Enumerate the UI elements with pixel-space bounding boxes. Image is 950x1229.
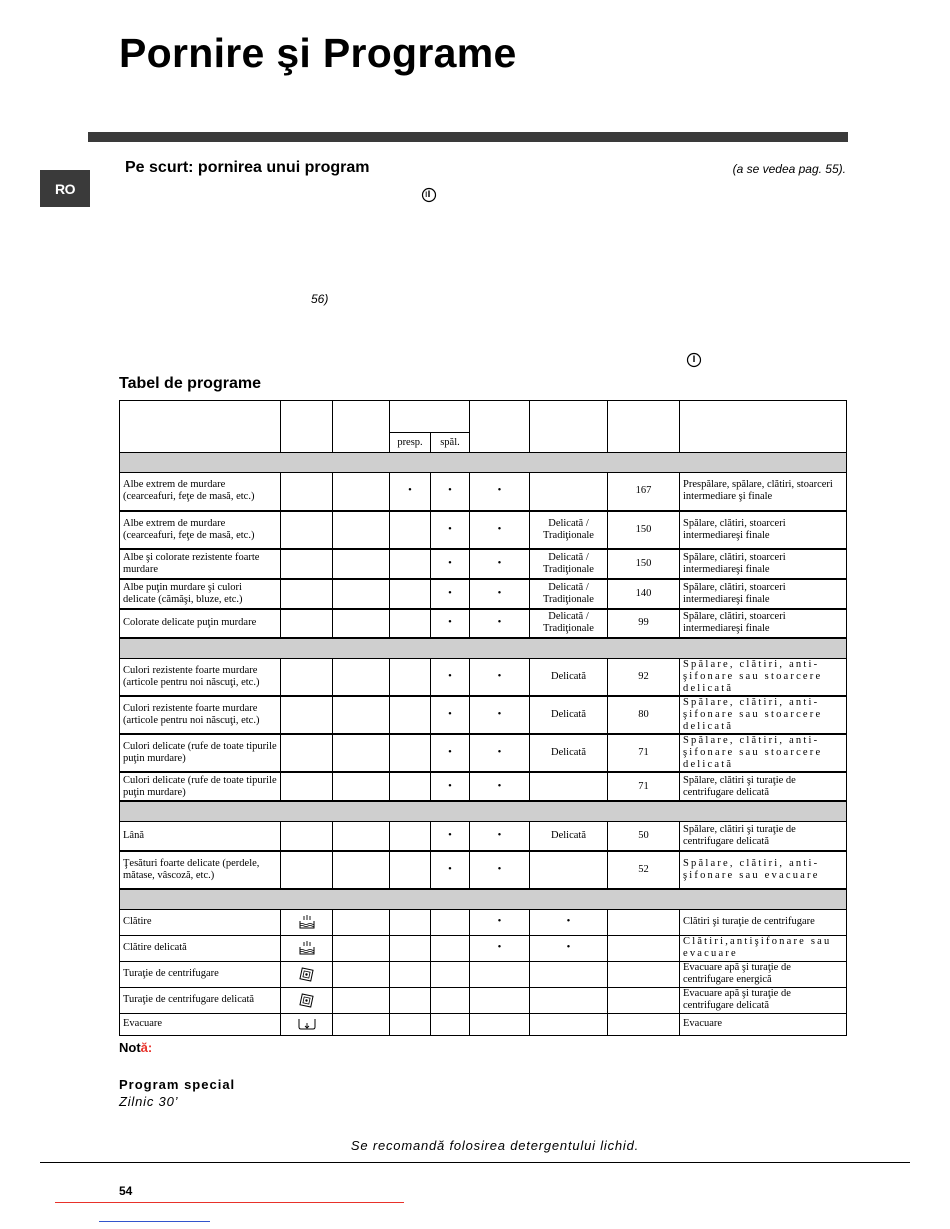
blank-cell [333, 935, 390, 961]
blank-cell [333, 658, 390, 696]
program-description: Turaţie de centrifugare [120, 961, 281, 987]
mark-cell [470, 961, 530, 987]
rinse-icon [284, 915, 329, 930]
table-row [120, 511, 847, 549]
value-cell: 80 [608, 696, 680, 734]
table-group-band [120, 801, 847, 822]
value-cell: 50 [608, 822, 680, 851]
quick-start-heading: Pe scurt: pornirea unui program [125, 159, 370, 176]
wash-mark: • [431, 579, 470, 609]
prewash-mark: • [390, 473, 431, 511]
option-cell [530, 961, 608, 987]
wash-mark: • [431, 851, 470, 889]
page-number: 54 [119, 1184, 133, 1198]
wash-phases: Spălare, clătiri şi turaţie de centrifugare delicată [680, 822, 847, 851]
program-icon-cell [281, 961, 333, 987]
table-row [120, 987, 847, 1013]
wash-phases: Spălare, clătiri, stoarceri intermediareşi finale [680, 549, 847, 579]
wash-mark: • [431, 549, 470, 579]
program-icon-cell [281, 909, 333, 935]
page-title: Pornire şi Programe [119, 30, 517, 76]
footer-red-rule [55, 1202, 404, 1203]
option-cell: Delicată [530, 822, 608, 851]
program-description: Albe extrem de murdare (cearceafuri, feţe de masă, etc.) [120, 473, 281, 511]
wash-phases: Evacuare apă şi turaţie de centrifugare delicată [680, 987, 847, 1013]
prewash-mark [390, 935, 431, 961]
header-cell [390, 401, 470, 433]
blank-cell [333, 549, 390, 579]
prewash-mark [390, 822, 431, 851]
blank-cell [333, 734, 390, 772]
mark-cell: • [470, 851, 530, 889]
footer-divider [40, 1162, 910, 1163]
wash-phases: Spălare, clătiri, stoarceri intermediareşi finale [680, 579, 847, 609]
program-icon-cell [281, 935, 333, 961]
option-cell [530, 1013, 608, 1035]
wash-mark: • [431, 609, 470, 638]
blank-cell [333, 511, 390, 549]
option-cell: Delicată [530, 696, 608, 734]
header-wash: spăl. [431, 433, 470, 453]
program-description: Ţesături foarte delicate (perdele, mătase, vâscoză, etc.) [120, 851, 281, 889]
special-program-name: Zilnic 30’ [119, 1094, 179, 1109]
table-row [120, 549, 847, 579]
group-band-cell [120, 453, 847, 473]
group-band-cell [120, 801, 847, 822]
program-description: Evacuare [120, 1013, 281, 1035]
table-row [120, 822, 847, 851]
header-divider-bar [88, 132, 848, 142]
value-cell: 150 [608, 549, 680, 579]
blank-cell [333, 696, 390, 734]
mark-cell: • [470, 511, 530, 549]
table-row [120, 909, 847, 935]
wash-mark [431, 987, 470, 1013]
program-table [119, 400, 847, 1036]
program-icon-cell [281, 609, 333, 638]
prewash-mark [390, 1013, 431, 1035]
wash-phases: Spălare, clătiri, stoarceri intermediareşi finale [680, 511, 847, 549]
table-heading: Tabel de programe [119, 375, 261, 392]
page-reference-fragment: 56) [311, 292, 329, 306]
table-group-band [120, 638, 847, 659]
mark-cell: • [470, 609, 530, 638]
wash-phases: Evacuare apă şi turaţie de centrifugare energică [680, 961, 847, 987]
drain-icon [284, 1017, 329, 1031]
group-band-cell [120, 889, 847, 910]
program-icon-cell [281, 658, 333, 696]
option-cell: • [530, 935, 608, 961]
option-cell [530, 473, 608, 511]
value-cell: 71 [608, 734, 680, 772]
program-icon-cell [281, 579, 333, 609]
note-label-accent: ă: [140, 1040, 153, 1055]
note-label-text: Not [119, 1040, 141, 1055]
recommendation-text: Se recomandă folosirea detergentului lichid. [350, 1138, 640, 1153]
header-cell [281, 401, 333, 453]
wash-phases: Clătiri şi turaţie de centrifugare [680, 909, 847, 935]
prewash-mark [390, 696, 431, 734]
prewash-mark [390, 579, 431, 609]
prewash-mark [390, 658, 431, 696]
value-cell: 167 [608, 473, 680, 511]
table-header-row [120, 401, 847, 433]
wash-mark: • [431, 658, 470, 696]
wash-phases: Spălare, clătiri şi turaţie de centrifugare delicată [680, 772, 847, 801]
option-cell: • [530, 909, 608, 935]
value-cell: 92 [608, 658, 680, 696]
mark-cell: • [470, 473, 530, 511]
blank-cell [333, 822, 390, 851]
power-icon [421, 187, 437, 203]
special-program-heading: Program special [119, 1077, 236, 1092]
program-icon-cell [281, 734, 333, 772]
value-cell: 140 [608, 579, 680, 609]
note-label [119, 1040, 152, 1055]
rinse-icon [284, 941, 329, 956]
blank-cell [333, 1013, 390, 1035]
wash-mark: • [431, 822, 470, 851]
program-description: Clătire delicată [120, 935, 281, 961]
wash-phases: Spălare, clătiri, anti-şifonare sau stoarcere delicată [680, 734, 847, 772]
prewash-mark [390, 511, 431, 549]
table-row [120, 961, 847, 987]
value-cell [608, 935, 680, 961]
language-tab: RO [40, 170, 90, 207]
group-band-cell [120, 638, 847, 659]
mark-cell [470, 1013, 530, 1035]
mark-cell [470, 987, 530, 1013]
blank-cell [333, 987, 390, 1013]
option-cell [530, 987, 608, 1013]
table-row [120, 658, 847, 696]
value-cell [608, 1013, 680, 1035]
value-cell [608, 987, 680, 1013]
program-icon-cell [281, 696, 333, 734]
mark-cell: • [470, 909, 530, 935]
wash-mark: • [431, 734, 470, 772]
mark-cell: • [470, 935, 530, 961]
footer-link-rule [99, 1221, 210, 1222]
option-cell: Delicată / Tradiţionale [530, 511, 608, 549]
program-description: Albe şi colorate rezistente foarte murdare [120, 549, 281, 579]
blank-cell [333, 961, 390, 987]
blank-cell [333, 579, 390, 609]
table-row [120, 772, 847, 801]
header-cell [530, 401, 608, 453]
header-cell [608, 401, 680, 453]
option-cell [530, 772, 608, 801]
table-row [120, 696, 847, 734]
table-row [120, 609, 847, 638]
program-description: Culori delicate (rufe de toate tipurile puţin murdare) [120, 734, 281, 772]
table-row [120, 734, 847, 772]
program-description: Culori delicate (rufe de toate tipurile puţin murdare) [120, 772, 281, 801]
program-icon-cell [281, 822, 333, 851]
page-reference: (a se vedea pag. 55). [732, 162, 846, 176]
wash-phases: Spălare, clătiri, anti-şifonare sau stoarcere delicată [680, 658, 847, 696]
prewash-mark [390, 772, 431, 801]
blank-cell [333, 909, 390, 935]
wash-phases: Spălare, clătiri, anti-şifonare sau evacuare [680, 851, 847, 889]
wash-mark [431, 909, 470, 935]
prewash-mark [390, 609, 431, 638]
header-cell [680, 401, 847, 453]
value-cell: 150 [608, 511, 680, 549]
prewash-mark [390, 987, 431, 1013]
prewash-mark [390, 851, 431, 889]
blank-cell [333, 851, 390, 889]
table-row [120, 1013, 847, 1035]
power-icon [686, 352, 702, 368]
mark-cell: • [470, 579, 530, 609]
program-icon-cell [281, 549, 333, 579]
program-description: Culori rezistente foarte murdare (articole pentru noi născuţi, etc.) [120, 696, 281, 734]
prewash-mark [390, 909, 431, 935]
program-icon-cell [281, 987, 333, 1013]
value-cell: 71 [608, 772, 680, 801]
blank-cell [333, 772, 390, 801]
program-description: Lână [120, 822, 281, 851]
program-table-body [120, 401, 847, 1036]
prewash-mark [390, 734, 431, 772]
mark-cell: • [470, 549, 530, 579]
wash-phases: Spălare, clătiri, stoarceri intermediareşi finale [680, 609, 847, 638]
option-cell: Delicată / Tradiţionale [530, 549, 608, 579]
value-cell [608, 909, 680, 935]
program-description: Albe extrem de murdare (cearceafuri, feţe de masă, etc.) [120, 511, 281, 549]
mark-cell: • [470, 696, 530, 734]
option-cell: Delicată [530, 734, 608, 772]
mark-cell: • [470, 734, 530, 772]
wash-phases: Spălare, clătiri, anti-şifonare sau stoarcere delicată [680, 696, 847, 734]
prewash-mark [390, 961, 431, 987]
program-icon-cell [281, 772, 333, 801]
program-description: Colorate delicate puţin murdare [120, 609, 281, 638]
prewash-mark [390, 549, 431, 579]
mark-cell: • [470, 822, 530, 851]
mark-cell: • [470, 658, 530, 696]
table-row [120, 473, 847, 511]
table-group-band [120, 889, 847, 910]
wash-mark: • [431, 473, 470, 511]
header-cell [470, 401, 530, 453]
program-icon-cell [281, 1013, 333, 1035]
table-group-band [120, 453, 847, 473]
header-cell [120, 401, 281, 453]
wash-mark [431, 935, 470, 961]
program-icon-cell [281, 511, 333, 549]
header-cell [333, 401, 390, 453]
blank-cell [333, 473, 390, 511]
option-cell: Delicată / Tradiţionale [530, 609, 608, 638]
spin-icon [284, 993, 329, 1008]
wash-mark: • [431, 772, 470, 801]
value-cell: 52 [608, 851, 680, 889]
header-prewash: presp. [390, 433, 431, 453]
program-icon-cell [281, 473, 333, 511]
mark-cell: • [470, 772, 530, 801]
table-row [120, 851, 847, 889]
wash-mark [431, 961, 470, 987]
wash-phases: Prespălare, spălare, clătiri, stoarceri intermediare şi finale [680, 473, 847, 511]
option-cell [530, 851, 608, 889]
program-description: Culori rezistente foarte murdare (articole pentru noi născuţi, etc.) [120, 658, 281, 696]
program-description: Albe puţin murdare şi culori delicate (cămăşi, bluze, etc.) [120, 579, 281, 609]
program-icon-cell [281, 851, 333, 889]
wash-mark [431, 1013, 470, 1035]
spin-icon [284, 967, 329, 982]
value-cell [608, 961, 680, 987]
table-row [120, 579, 847, 609]
value-cell: 99 [608, 609, 680, 638]
wash-mark: • [431, 511, 470, 549]
program-description: Turaţie de centrifugare delicată [120, 987, 281, 1013]
wash-mark: • [431, 696, 470, 734]
table-row [120, 935, 847, 961]
wash-phases: Evacuare [680, 1013, 847, 1035]
program-description: Clătire [120, 909, 281, 935]
option-cell: Delicată / Tradiţionale [530, 579, 608, 609]
wash-phases: Clătiri,antişifonare sau evacuare [680, 935, 847, 961]
blank-cell [333, 609, 390, 638]
option-cell: Delicată [530, 658, 608, 696]
